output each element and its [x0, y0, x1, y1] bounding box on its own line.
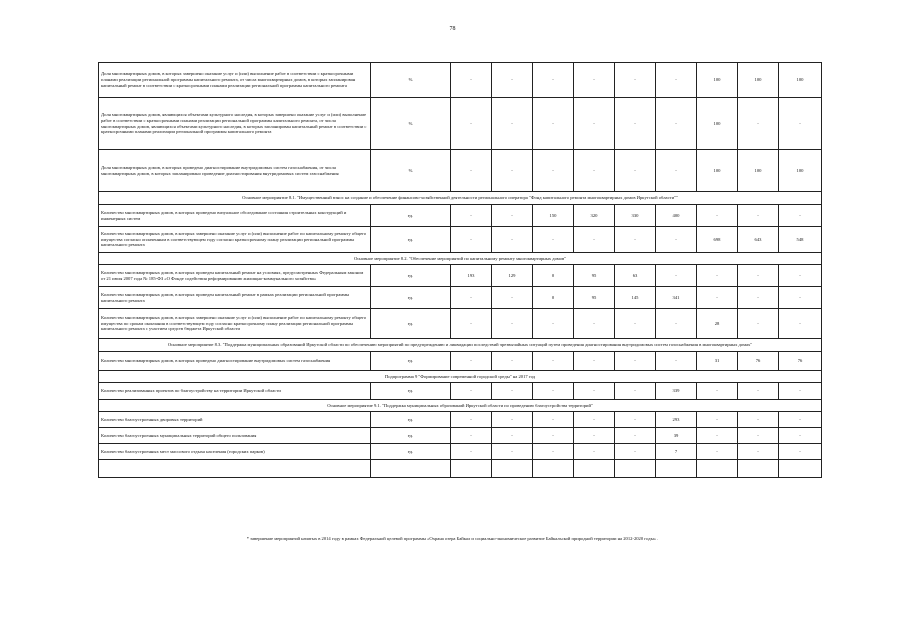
indicator-name: Количество многоквартирных домов, в которых проведен капитальный ремонт на условиях, предусмотренных Федеральным законом от 21 июля 2007 года № 185-ФЗ «О Фонде содействия реформированию жилищно-коммунального хозяйства»: [99, 265, 371, 287]
unit-cell: ед.: [371, 287, 451, 309]
value-cell: 31: [697, 352, 738, 371]
value-cell: -: [656, 352, 697, 371]
value-cell: -: [533, 309, 574, 339]
indicator-name: Количество многоквартирных домов, в которых завершено оказание услуг и (или) выполнение работ по капитальному ремонту общего имущества согласно оплаченным в соответствующем году согласно краткосрочному плану реализации региональной программы капитального ремонта: [99, 227, 371, 253]
indicator-name: Доля многоквартирных домов, в которых проведено диагностирование внутридомовых систем газоснабжения, от числа многоквартирных домов, в которых запланировано проведение диагностирования внутридомовых систем газоснабжения: [99, 150, 371, 192]
table-row: [99, 287, 822, 309]
value-cell: -: [451, 63, 492, 98]
value-cell: -: [574, 150, 615, 192]
value-cell: -: [574, 63, 615, 98]
value-cell: -: [451, 309, 492, 339]
indicator-name: Количество благоустроенных дворовых территорий: [99, 412, 371, 428]
section-row: [99, 339, 822, 352]
value-cell: -: [779, 428, 822, 444]
unit-cell: ед.: [371, 428, 451, 444]
value-cell: -: [451, 287, 492, 309]
unit-cell: ед.: [371, 227, 451, 253]
value-cell: 76: [779, 352, 822, 371]
table-row: [99, 150, 822, 192]
value-cell: -: [779, 287, 822, 309]
unit-cell: ед.: [371, 352, 451, 371]
table-row: [99, 309, 822, 339]
indicator-name: Количество многоквартирных домов, в которых завершено оказание услуг и (или) выполнение работ по капитальному ремонту общего имущества по срокам окончания в соответствующем году согласно краткосрочному плану реализации региональной программы капитального ремонта с участием средств бюджета Иркутской области: [99, 309, 371, 339]
footnote: * завершение мероприятий начатых в 2014 году в рамках Федеральной целевой программы «Охрана озера Байкал и социально-экономическое развитие Байкальской природной территории на 2012-2020 годы» .: [246, 536, 659, 541]
table-row: [99, 352, 822, 371]
value-cell: -: [615, 63, 656, 98]
value-cell: -: [615, 227, 656, 253]
value-cell: [574, 460, 615, 478]
value-cell: -: [533, 352, 574, 371]
value-cell: -: [615, 383, 656, 400]
value-cell: -: [574, 444, 615, 460]
value-cell: -: [451, 98, 492, 150]
value-cell: -: [533, 98, 574, 150]
value-cell: 95: [574, 265, 615, 287]
value-cell: -: [574, 428, 615, 444]
value-cell: 7: [656, 444, 697, 460]
section-title: Подпрограмма 9 "Формирование современной городской среды" на 2017 год: [99, 371, 822, 383]
value-cell: 150: [533, 205, 574, 227]
value-cell: -: [656, 150, 697, 192]
unit-cell: ед.: [371, 383, 451, 400]
value-cell: 0: [533, 287, 574, 309]
unit-cell: ед.: [371, 309, 451, 339]
value-cell: -: [738, 428, 779, 444]
section-title: Основное мероприятие 8.2. "Обеспечение мероприятий по капитальному ремонту многоквартирных домов": [99, 253, 822, 265]
value-cell: [492, 460, 533, 478]
table-row: [99, 98, 822, 150]
value-cell: -: [656, 309, 697, 339]
indicator-name: Доля многоквартирных домов, являющихся объектами культурного наследия, в которых завершено оказание услуг и (или) выполнение работ в соответствии с краткосрочными планами реализации региональной программы капитального ремонта, от числа многоквартирных домов, являющихся объектами культурного наследия, в которых запланирован капитальный ремонт в соответствии с краткосрочными планами реализации региональной программы капитального ремонта: [99, 98, 371, 150]
value-cell: -: [451, 205, 492, 227]
value-cell: -: [492, 352, 533, 371]
unit-cell: %: [371, 63, 451, 98]
value-cell: 0: [533, 265, 574, 287]
indicator-name: Доля многоквартирных домов, в которых завершено оказание услуг и (или) выполнение работ в соответствии с краткосрочными планами реализации региональной программы капитального ремонта, от числа многоквартирных домов, в которых запланирован капитальный ремонт в соответствии с краткосрочными планами реализации региональной программы капитального ремонта: [99, 63, 371, 98]
value-cell: -: [615, 98, 656, 150]
value-cell: -: [492, 287, 533, 309]
value-cell: [533, 460, 574, 478]
value-cell: -: [738, 309, 779, 339]
value-cell: -: [779, 309, 822, 339]
value-cell: -: [738, 383, 779, 400]
value-cell: -: [779, 98, 822, 150]
value-cell: -: [656, 98, 697, 150]
table-row: [99, 428, 822, 444]
unit-cell: ед.: [371, 205, 451, 227]
value-cell: 39: [656, 428, 697, 444]
indicator-name: Количество благоустроенных мест массового отдыха населения (городских парков): [99, 444, 371, 460]
value-cell: 293: [656, 412, 697, 428]
value-cell: -: [738, 265, 779, 287]
value-cell: -: [451, 412, 492, 428]
value-cell: -: [697, 428, 738, 444]
value-cell: 63: [615, 265, 656, 287]
value-cell: -: [656, 227, 697, 253]
value-cell: -: [574, 98, 615, 150]
value-cell: 330: [615, 205, 656, 227]
value-cell: -: [574, 227, 615, 253]
value-cell: 100: [779, 63, 822, 98]
section-row: [99, 371, 822, 383]
value-cell: -: [492, 63, 533, 98]
unit-cell: %: [371, 98, 451, 150]
section-row: [99, 400, 822, 412]
value-cell: -: [533, 150, 574, 192]
table-row: [99, 227, 822, 253]
value-cell: -: [697, 205, 738, 227]
unit-cell: ед.: [371, 412, 451, 428]
value-cell: -: [451, 352, 492, 371]
page-number: 78: [449, 26, 456, 32]
value-cell: 548: [779, 227, 822, 253]
table-row: [99, 460, 822, 478]
indicator-table: [98, 62, 822, 478]
value-cell: 643: [738, 227, 779, 253]
unit-cell: ед.: [371, 265, 451, 287]
value-cell: -: [574, 352, 615, 371]
value-cell: -: [492, 205, 533, 227]
value-cell: -: [451, 428, 492, 444]
section-row: [99, 192, 822, 205]
indicator-name: [99, 460, 371, 478]
value-cell: [738, 460, 779, 478]
table-row: [99, 63, 822, 98]
section-title: Основное мероприятие 9.1. "Поддержка муниципальных образований Иркутской области по проведению благоустройства территорий": [99, 400, 822, 412]
value-cell: -: [615, 309, 656, 339]
unit-cell: %: [371, 150, 451, 192]
value-cell: -: [738, 98, 779, 150]
value-cell: -: [492, 309, 533, 339]
value-cell: 698: [697, 227, 738, 253]
value-cell: -: [533, 444, 574, 460]
value-cell: 100: [738, 63, 779, 98]
value-cell: 28: [697, 309, 738, 339]
value-cell: -: [492, 383, 533, 400]
section-row: [99, 253, 822, 265]
value-cell: -: [615, 444, 656, 460]
table-row: [99, 205, 822, 227]
section-title: Основное мероприятие 8.1. "Имущественный взнос на создание и обеспечение финансово-хозяйственной деятельности регионального оператора "Фонд капитального ремонта многоквартирных домов Иркутской области"": [99, 192, 822, 205]
value-cell: -: [574, 383, 615, 400]
value-cell: -: [574, 412, 615, 428]
value-cell: -: [697, 383, 738, 400]
value-cell: -: [451, 227, 492, 253]
value-cell: -: [492, 428, 533, 444]
value-cell: -: [615, 412, 656, 428]
value-cell: -: [533, 412, 574, 428]
value-cell: -: [656, 265, 697, 287]
value-cell: 100: [697, 150, 738, 192]
value-cell: -: [697, 265, 738, 287]
value-cell: -: [492, 98, 533, 150]
value-cell: -: [738, 205, 779, 227]
value-cell: 76: [738, 352, 779, 371]
value-cell: -: [615, 352, 656, 371]
value-cell: [451, 460, 492, 478]
value-cell: -: [697, 287, 738, 309]
value-cell: 145: [615, 287, 656, 309]
unit-cell: [371, 460, 451, 478]
value-cell: [697, 460, 738, 478]
value-cell: 339: [656, 383, 697, 400]
value-cell: 95: [574, 287, 615, 309]
value-cell: -: [615, 428, 656, 444]
value-cell: 320: [574, 205, 615, 227]
value-cell: -: [697, 444, 738, 460]
value-cell: 193: [451, 265, 492, 287]
value-cell: -: [738, 412, 779, 428]
unit-cell: ед.: [371, 444, 451, 460]
indicator-name: Количество благоустроенных муниципальных территорий общего пользования: [99, 428, 371, 444]
value-cell: -: [738, 444, 779, 460]
value-cell: -: [779, 205, 822, 227]
value-cell: -: [492, 412, 533, 428]
value-cell: -: [697, 412, 738, 428]
table-row: [99, 444, 822, 460]
indicator-name: Количество многоквартирных домов, в которых проведено диагностирование внутридомовых систем газоснабжения: [99, 352, 371, 371]
value-cell: -: [451, 444, 492, 460]
value-cell: [779, 460, 822, 478]
value-cell: -: [492, 150, 533, 192]
value-cell: -: [451, 383, 492, 400]
value-cell: -: [656, 63, 697, 98]
value-cell: -: [779, 412, 822, 428]
value-cell: -: [779, 444, 822, 460]
table-row: [99, 383, 822, 400]
value-cell: -: [779, 383, 822, 400]
section-title: Основное мероприятие 8.3. "Поддержка муниципальных образований Иркутской области по обеспечению мероприятий по предупреждению и ликвидации последствий чрезвычайных ситуаций путем проведения диагностирования внутридомовых систем газоснабжения в многоквартирных домах": [99, 339, 822, 352]
value-cell: 400: [656, 205, 697, 227]
indicator-name: Количество реализованных проектов по благоустройству на территории Иркутской области: [99, 383, 371, 400]
value-cell: 100: [779, 150, 822, 192]
value-cell: 100: [738, 150, 779, 192]
value-cell: -: [738, 287, 779, 309]
value-cell: -: [492, 444, 533, 460]
value-cell: 100: [697, 63, 738, 98]
value-cell: -: [533, 383, 574, 400]
value-cell: 100: [697, 98, 738, 150]
table-row: [99, 265, 822, 287]
value-cell: [615, 460, 656, 478]
value-cell: -: [533, 63, 574, 98]
value-cell: -: [451, 150, 492, 192]
table-row: [99, 412, 822, 428]
value-cell: -: [615, 150, 656, 192]
value-cell: -: [574, 309, 615, 339]
value-cell: -: [533, 227, 574, 253]
value-cell: -: [533, 428, 574, 444]
value-cell: -: [779, 265, 822, 287]
value-cell: 129: [492, 265, 533, 287]
value-cell: 341: [656, 287, 697, 309]
indicator-name: Количество многоквартирных домов, в которых проведено визуальное обследование состояния строительных конструкций и инженерных систем: [99, 205, 371, 227]
indicator-name: Количество многоквартирных домов, в которых проведен капитальный ремонт в рамках реализации региональной программы капитального ремонта: [99, 287, 371, 309]
value-cell: -: [492, 227, 533, 253]
value-cell: [656, 460, 697, 478]
